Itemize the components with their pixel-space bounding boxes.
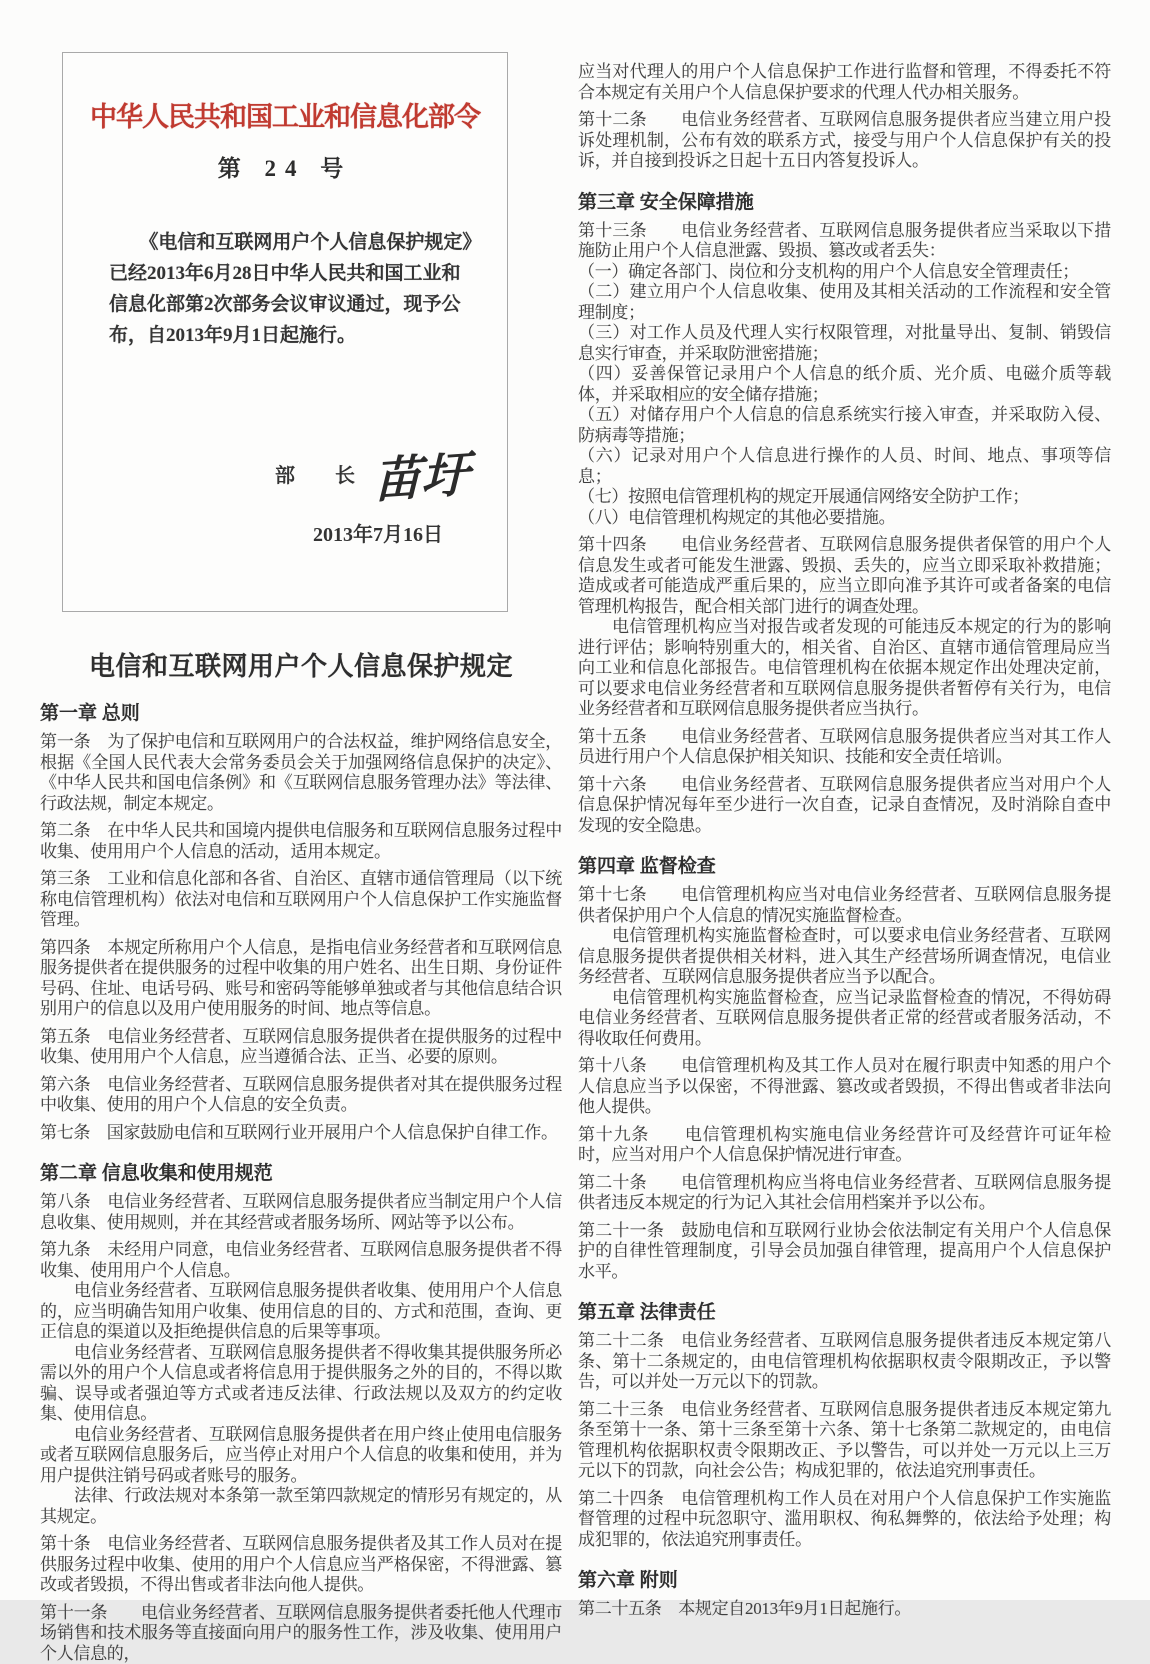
article-paragraph: 第三条 工业和信息化部和各省、自治区、直辖市通信管理局（以下统称电信管理机构）依法对电信和互联网用户个人信息保护工作实施监督管理。	[40, 869, 562, 931]
list-item-paragraph: （七）按照电信管理机构的规定开展通信网络安全防护工作；	[578, 487, 1111, 508]
left-column-blocks	[40, 703, 562, 1664]
decree-body-paragraph: 《电信和互联网用户个人信息保护规定》已经2013年6月28日中华人民共和国工业和信息化部第2次部务会议审议通过，现予公布，自2013年9月1日起施行。	[109, 227, 477, 351]
chapter-heading: 第六章 附则	[578, 1570, 1111, 1592]
article-paragraph: 第十八条 电信管理机构及其工作人员对在履行职责中知悉的用户个人信息应当予以保密，不得泄露、篡改或者毁损，不得出售或者非法向他人提供。	[578, 1056, 1111, 1118]
chapter-heading: 第二章 信息收集和使用规范	[40, 1163, 562, 1185]
list-item-paragraph: （一）确定各部门、岗位和分支机构的用户个人信息安全管理责任；	[578, 262, 1111, 283]
continuation-paragraph: 应当对代理人的用户个人信息保护工作进行监督和管理，不得委托不符合本规定有关用户个人信息保护要求的代理人代办相关服务。	[578, 62, 1111, 103]
article-paragraph: 第十四条 电信业务经营者、互联网信息服务提供者保管的用户个人信息发生或者可能发生泄露、毁损、丢失的，应当立即采取补救措施；造成或者可能造成严重后果的，应当立即向准予其许可或者备案的电信管理机构报告，配合相关部门进行的调查处理。	[578, 535, 1111, 617]
list-item-paragraph: （六）记录对用户个人信息进行操作的人员、时间、地点、事项等信息；	[578, 446, 1111, 487]
continuation-paragraph: 电信管理机构实施监督检查时，可以要求电信业务经营者、互联网信息服务提供者提供相关材料，进入其生产经营场所调查情况，电信业务经营者、互联网信息服务提供者应当予以配合。	[578, 926, 1111, 988]
article-paragraph: 第二十一条 鼓励电信和互联网行业协会依法制定有关用户个人信息保护的自律性管理制度，引导会员加强自律管理，提高用户个人信息保护水平。	[578, 1221, 1111, 1283]
article-paragraph: 第十九条 电信管理机构实施电信业务经营许可及经营许可证年检时，应当对用户个人信息保护情况进行审查。	[578, 1125, 1111, 1166]
continuation-paragraph: 法律、行政法规对本条第一款至第四款规定的情形另有规定的，从其规定。	[40, 1486, 562, 1527]
article-paragraph: 第十五条 电信业务经营者、互联网信息服务提供者应当对其工作人员进行用户个人信息保护相关知识、技能和安全责任培训。	[578, 727, 1111, 768]
chapter-heading: 第五章 法律责任	[578, 1302, 1111, 1324]
list-item-paragraph: （三）对工作人员及代理人实行权限管理，对批量导出、复制、销毁信息实行审查，并采取防泄密措施；	[578, 323, 1111, 364]
continuation-paragraph: 电信业务经营者、互联网信息服务提供者收集、使用用户个人信息的，应当明确告知用户收集、使用信息的目的、方式和范围，查询、更正信息的渠道以及拒绝提供信息的后果等事项。	[40, 1281, 562, 1343]
article-paragraph: 第二十条 电信管理机构应当将电信业务经营者、互联网信息服务提供者违反本规定的行为记入其社会信用档案并予以公布。	[578, 1173, 1111, 1214]
chapter-heading: 第三章 安全保障措施	[578, 192, 1111, 214]
article-paragraph: 第五条 电信业务经营者、互联网信息服务提供者在提供服务的过程中收集、使用用户个人信息，应当遵循合法、正当、必要的原则。	[40, 1027, 562, 1068]
continuation-paragraph: 电信业务经营者、互联网信息服务提供者在用户终止使用电信服务或者互联网信息服务后，应当停止对用户个人信息的收集和使用，并为用户提供注销号码或者账号的服务。	[40, 1425, 562, 1487]
list-item-paragraph: （五）对储存用户个人信息的信息系统实行接入审查，并采取防入侵、防病毒等措施；	[578, 405, 1111, 446]
article-paragraph: 第二条 在中华人民共和国境内提供电信服务和互联网信息服务过程中收集、使用用户个人信息的活动，适用本规定。	[40, 821, 562, 862]
article-paragraph: 第六条 电信业务经营者、互联网信息服务提供者对其在提供服务过程中收集、使用的用户个人信息的安全负责。	[40, 1075, 562, 1116]
article-paragraph: 第十七条 电信管理机构应当对电信业务经营者、互联网信息服务提供者保护用户个人信息的情况实施监督检查。	[578, 885, 1111, 926]
continuation-paragraph: 电信管理机构应当对报告或者发现的可能违反本规定的行为的影响进行评估；影响特别重大的，相关省、自治区、直辖市通信管理局应当向工业和信息化部报告。电信管理机构在依据本规定作出处理决定前，可以要求电信业务经营者和互联网信息服务提供者暂停有关行为，电信业务经营者和互联网信息服务提供者应当执行。	[578, 617, 1111, 720]
chapter-heading: 第一章 总则	[40, 703, 562, 725]
chapter-heading: 第四章 监督检查	[578, 856, 1111, 878]
left-column	[40, 0, 562, 1664]
article-paragraph: 第十三条 电信业务经营者、互联网信息服务提供者应当采取以下措施防止用户个人信息泄露、毁损、篡改或者丢失：	[578, 221, 1111, 262]
article-paragraph: 第十条 电信业务经营者、互联网信息服务提供者及其工作人员对在提供服务过程中收集、使用的用户个人信息应当严格保密，不得泄露、篡改或者毁损，不得出售或者非法向他人提供。	[40, 1534, 562, 1596]
minister-signature: 苗圩	[373, 436, 469, 512]
article-paragraph: 第二十三条 电信业务经营者、互联网信息服务提供者违反本规定第九条至第十一条、第十三条至第十六条、第十七条第二款规定的，由电信管理机构依据职权责令限期改正、予以警告，可以并处一万元以上三万元以下的罚款，向社会公告；构成犯罪的，依法追究刑事责任。	[578, 1400, 1111, 1482]
article-paragraph: 第十一条 电信业务经营者、互联网信息服务提供者委托他人代理市场销售和技术服务等直接面向用户的服务性工作，涉及收集、使用用户个人信息的，	[40, 1603, 562, 1664]
article-paragraph: 第一条 为了保护电信和互联网用户的合法权益，维护网络信息安全，根据《全国人民代表大会常务委员会关于加强网络信息保护的决定》、《中华人民共和国电信条例》和《互联网信息服务管理办法》等法律、行政法规，制定本规定。	[40, 732, 562, 814]
decree-box	[62, 52, 508, 612]
minister-label: 部 长	[275, 465, 355, 487]
article-paragraph: 第四条 本规定所称用户个人信息，是指电信业务经营者和互联网信息服务提供者在提供服务的过程中收集的用户姓名、出生日期、身份证件号码、住址、电话号码、账号和密码等能够单独或者与其他信息结合识别用户的信息以及用户使用服务的时间、地点等信息。	[40, 938, 562, 1020]
decree-number: 第 24 号	[63, 150, 507, 183]
article-paragraph: 第九条 未经用户同意，电信业务经营者、互联网信息服务提供者不得收集、使用用户个人信息。	[40, 1240, 562, 1281]
right-column-blocks	[578, 62, 1111, 1620]
article-paragraph: 第七条 国家鼓励电信和互联网行业开展用户个人信息保护自律工作。	[40, 1123, 562, 1144]
continuation-paragraph: 电信业务经营者、互联网信息服务提供者不得收集其提供服务所必需以外的用户个人信息或者将信息用于提供服务之外的目的，不得以欺骗、误导或者强迫等方式或者违反法律、行政法规以及双方的约定收集、使用信息。	[40, 1343, 562, 1425]
signature-row	[63, 439, 469, 508]
right-column	[578, 62, 1111, 1620]
decree-title: 中华人民共和国工业和信息化部令	[73, 95, 497, 134]
article-paragraph: 第二十四条 电信管理机构工作人员在对用户个人信息保护工作实施监督管理的过程中玩忽职守、滥用职权、徇私舞弊的，依法给予处理；构成犯罪的，依法追究刑事责任。	[578, 1489, 1111, 1551]
article-paragraph: 第八条 电信业务经营者、互联网信息服务提供者应当制定用户个人信息收集、使用规则，并在其经营或者服务场所、网站等予以公布。	[40, 1192, 562, 1233]
list-item-paragraph: （四）妥善保管记录用户个人信息的纸介质、光介质、电磁介质等载体，并采取相应的安全储存措施；	[578, 364, 1111, 405]
list-item-paragraph: （八）电信管理机构规定的其他必要措施。	[578, 508, 1111, 529]
article-paragraph: 第十六条 电信业务经营者、互联网信息服务提供者应当对用户个人信息保护情况每年至少进行一次自查，记录自查情况，及时消除自查中发现的安全隐患。	[578, 775, 1111, 837]
article-paragraph: 第十二条 电信业务经营者、互联网信息服务提供者应当建立用户投诉处理机制，公布有效的联系方式，接受与用户个人信息保护有关的投诉，并自接到投诉之日起十五日内答复投诉人。	[578, 110, 1111, 172]
regulation-title: 电信和互联网用户个人信息保护规定	[40, 646, 562, 683]
article-paragraph: 第二十二条 电信业务经营者、互联网信息服务提供者违反本规定第八条、第十二条规定的，由电信管理机构依据职权责令限期改正，予以警告，可以并处一万元以下的罚款。	[578, 1331, 1111, 1393]
decree-date: 2013年7月16日	[63, 518, 443, 547]
article-paragraph: 第二十五条 本规定自2013年9月1日起施行。	[578, 1599, 1111, 1620]
continuation-paragraph: 电信管理机构实施监督检查，应当记录监督检查的情况，不得妨碍电信业务经营者、互联网信息服务提供者正常的经营或者服务活动，不得收取任何费用。	[578, 988, 1111, 1050]
list-item-paragraph: （二）建立用户个人信息收集、使用及其相关活动的工作流程和安全管理制度；	[578, 282, 1111, 323]
